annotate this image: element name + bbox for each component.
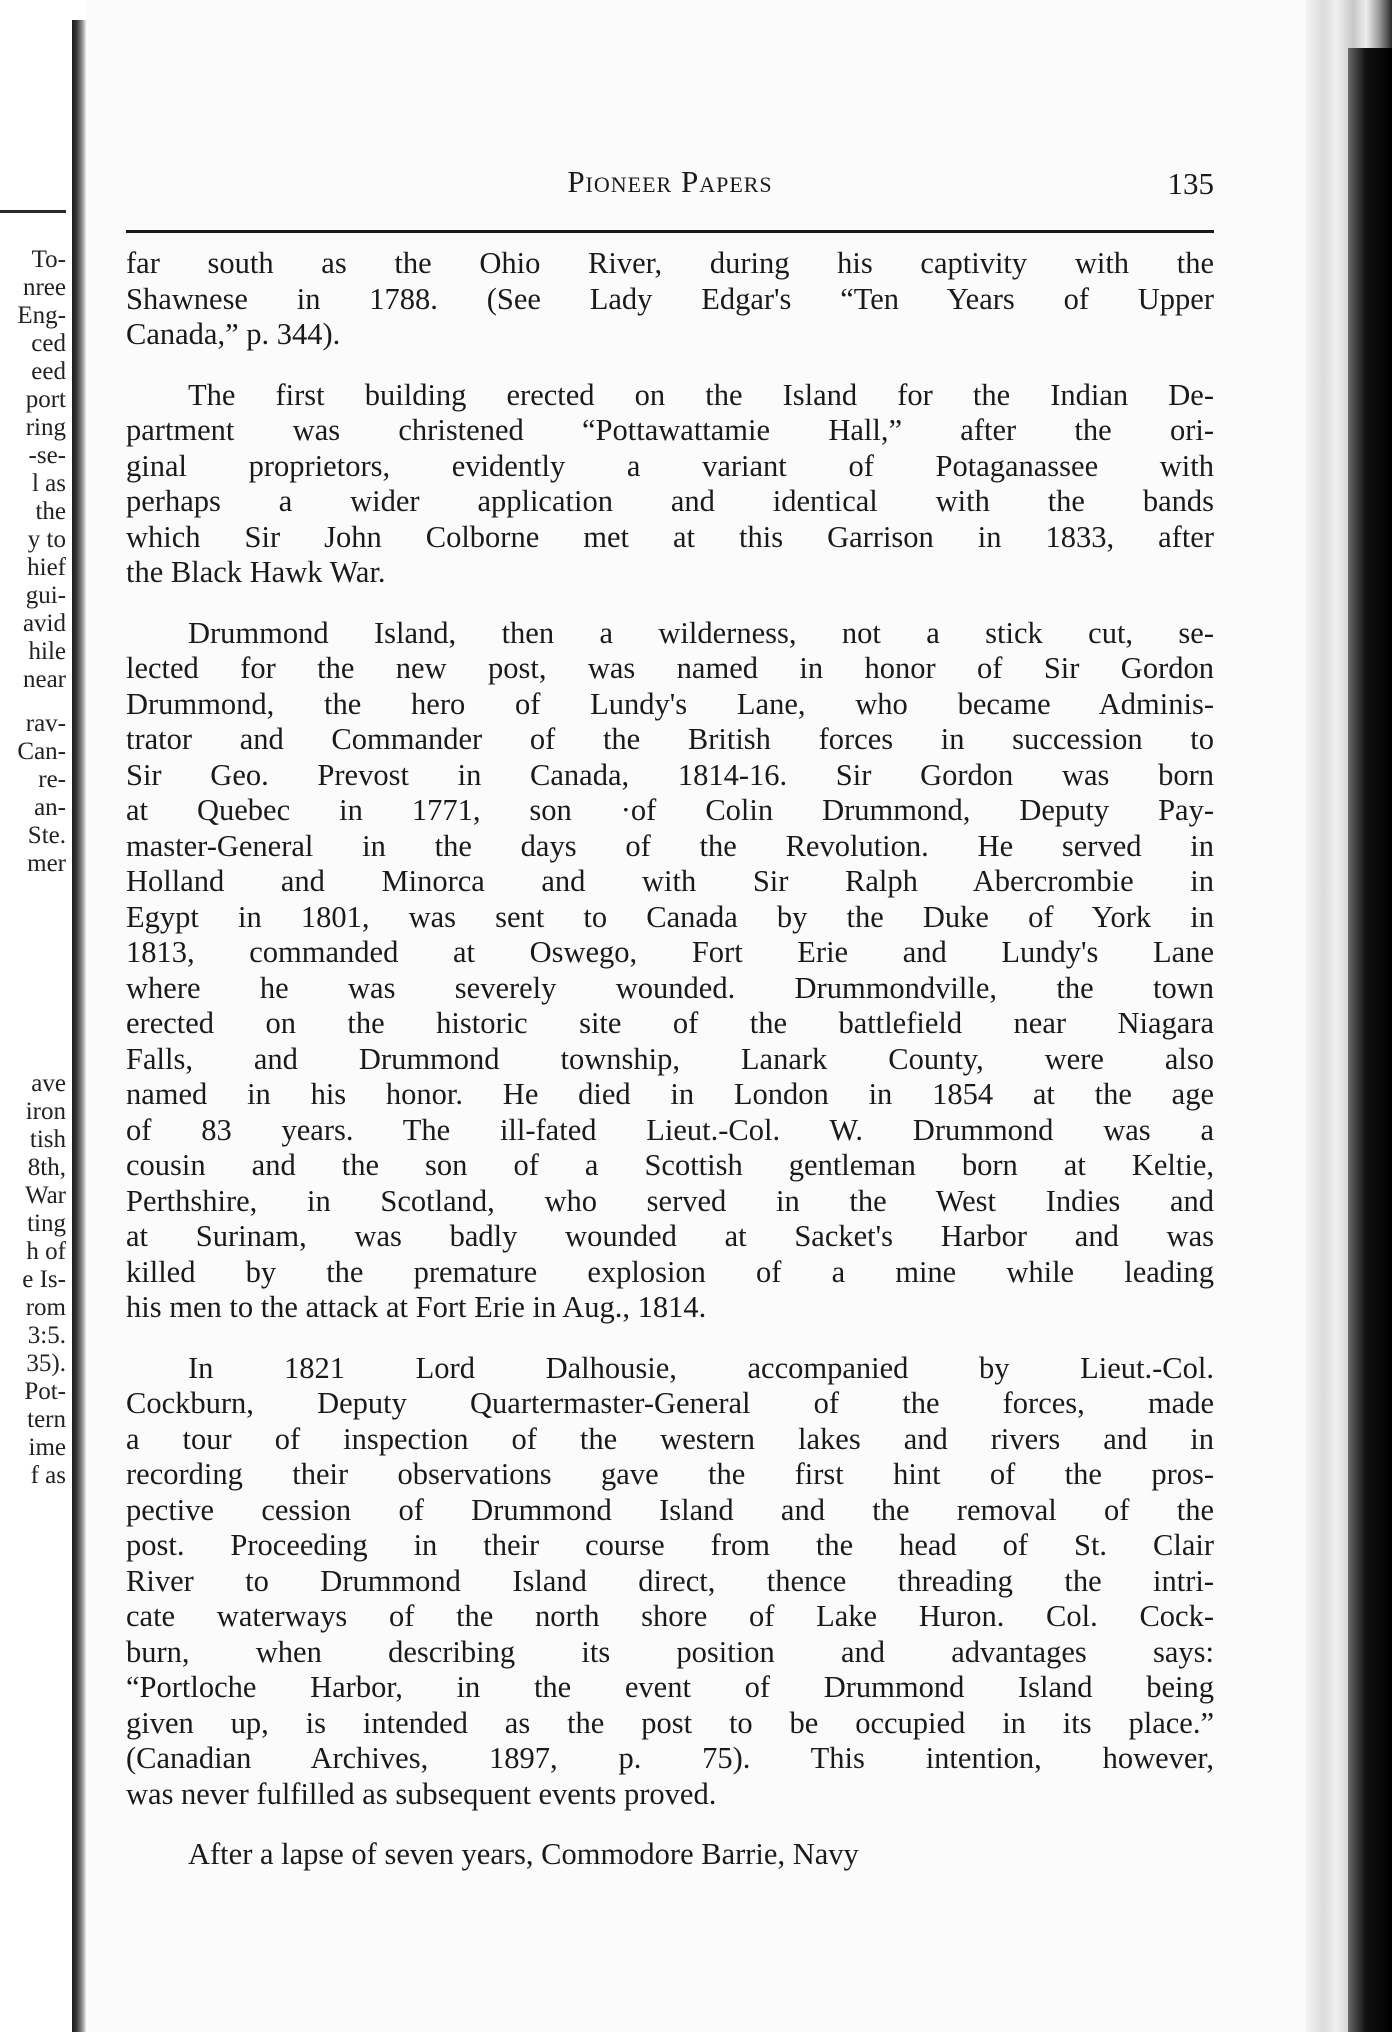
text-line: post. Proceeding in their course from the head of St. Clair	[126, 1528, 1214, 1562]
text-line: given up, is intended as the post to be occupied in its place.”	[126, 1705, 1214, 1740]
text-line: Drummond Island, then a wilderness, not a stick cut, se-	[188, 615, 1214, 650]
previous-page-fragment: ime	[28, 1434, 66, 1461]
text-line: was never fulfilled as subsequent events proved.	[126, 1776, 717, 1811]
running-title: Pioneer Papers	[567, 164, 773, 199]
text-line: named in his honor. He died in London in 1854 at the age	[126, 1077, 1214, 1111]
text-line: Sir Geo. Prevost in Canada, 1814-16. Sir Gordon was born	[126, 757, 1214, 792]
text-line: Falls, and Drummond township, Lanark County, were also	[126, 1041, 1214, 1076]
text-line: Shawnese in 1788. (See Lady Edgar's “Ten Years of Upper	[126, 281, 1214, 316]
previous-page-fragment: h of	[26, 1238, 66, 1265]
text-line: cousin and the son of a Scottish gentleman born at Keltie,	[126, 1148, 1214, 1182]
paragraph-gap	[126, 1812, 1214, 1837]
text-line: at Quebec in 1771, son ·of Colin Drummond, Deputy Pay-	[126, 793, 1214, 827]
paragraph	[126, 616, 1214, 1326]
text-line: the Black Hawk War.	[126, 555, 386, 589]
previous-page-fragment: nree	[22, 274, 66, 301]
previous-page-fragment: the	[35, 498, 66, 525]
previous-page-fragment: War	[24, 1182, 66, 1209]
book-cover-edge	[1348, 48, 1392, 2032]
previous-page-fragment: f as	[30, 1462, 66, 1489]
book-spine-shadow	[72, 20, 86, 2032]
text-line: Drummond, the hero of Lundy's Lane, who became Adminis-	[126, 686, 1214, 721]
text-line: far south as the Ohio River, during his captivity with the	[126, 246, 1214, 280]
text-line: (Canadian Archives, 1897, p. 75). This intention, however,	[126, 1741, 1214, 1775]
previous-page-fragment: Eng-	[17, 302, 66, 329]
text-line: erected on the historic site of the battlefield near Niagara	[126, 1006, 1214, 1040]
text-line: of 83 years. The ill-fated Lieut.-Col. W. Drummond was a	[126, 1112, 1214, 1147]
text-line: which Sir John Colborne met at this Garrison in 1833, after	[126, 519, 1214, 554]
previous-page-fragment: hile	[28, 638, 66, 665]
paragraph	[126, 1837, 1214, 1873]
text-line: cate waterways of the north shore of Lake Huron. Col. Cock-	[126, 1599, 1214, 1633]
previous-page-fragment: To-	[31, 246, 66, 273]
previous-page-fragment: Can-	[17, 738, 66, 765]
text-line: a tour of inspection of the western lakes and rivers and in	[126, 1421, 1214, 1456]
text-line: master-General in the days of the Revolution. He served in	[126, 828, 1214, 863]
previous-page-fragment: Ste.	[27, 822, 66, 849]
text-line: trator and Commander of the British forces in succession to	[126, 722, 1214, 756]
previous-page-fragment: eed	[31, 358, 66, 385]
previous-page-fragment: tern	[27, 1406, 66, 1433]
previous-page-fragment: ced	[31, 330, 66, 357]
text-line: killed by the premature explosion of a mine while leading	[126, 1254, 1214, 1289]
text-line: Canada,” p. 344).	[126, 317, 341, 351]
paragraph	[126, 1351, 1214, 1813]
text-line: recording their observations gave the first hint of the pros-	[126, 1457, 1214, 1491]
previous-page-fragment: rom	[25, 1294, 66, 1321]
previous-page-fragment: iron	[25, 1098, 66, 1125]
paragraph	[126, 378, 1214, 591]
text-line: where he was severely wounded. Drummondville, the town	[126, 970, 1214, 1005]
previous-page-fragment: an-	[34, 794, 66, 821]
previous-page-fragment: hief	[27, 554, 66, 581]
previous-page-fragment: avid	[22, 610, 66, 637]
paragraph-gap	[126, 1326, 1214, 1351]
header-rule	[126, 230, 1214, 233]
book-page-edges	[1306, 0, 1392, 2032]
text-line: burn, when describing its position and advantages says:	[126, 1634, 1214, 1669]
book-page	[86, 0, 1306, 2032]
previous-page-fragment: ave	[31, 1070, 66, 1097]
previous-page-fragment: re-	[38, 766, 66, 793]
previous-page-fragment: e Is-	[22, 1266, 66, 1293]
previous-page-fragment: near	[22, 666, 66, 693]
previous-page-fragment: ring	[25, 414, 66, 441]
previous-page-fragment: Pot-	[24, 1378, 66, 1405]
text-line: perhaps a wider application and identical with the bands	[126, 484, 1214, 518]
previous-page-fragment: ting	[27, 1210, 66, 1237]
previous-page-fragment: -se-	[28, 442, 66, 469]
previous-page-fragment: mer	[27, 850, 66, 877]
text-line: After a lapse of seven years, Commodore Barrie, Navy	[188, 1837, 859, 1871]
text-line: In 1821 Lord Dalhousie, accompanied by Lieut.-Col.	[188, 1350, 1214, 1385]
previous-page-fragment: l as	[31, 470, 66, 497]
previous-page-fragment: rav-	[25, 710, 66, 737]
previous-page-fragment: 35).	[26, 1350, 66, 1377]
text-line: “Portloche Harbor, in the event of Drummond Island being	[126, 1670, 1214, 1704]
paragraph	[126, 246, 1214, 353]
previous-page-header-rule	[0, 210, 66, 213]
previous-page-fragment: tish	[29, 1126, 66, 1153]
text-line: Perthshire, in Scotland, who served in the West Indies and	[126, 1183, 1214, 1218]
text-line: partment was christened “Pottawattamie Hall,” after the ori-	[126, 413, 1214, 447]
text-line: Holland and Minorca and with Sir Ralph Abercrombie in	[126, 864, 1214, 898]
page-number: 135	[1167, 166, 1214, 201]
previous-page-fragment: port	[25, 386, 66, 413]
text-line: his men to the attack at Fort Erie in Aug., 1814.	[126, 1290, 707, 1324]
text-line: at Surinam, was badly wounded at Sacket's Harbor and was	[126, 1219, 1214, 1253]
body-text	[126, 246, 1214, 1873]
previous-page-fragment: gui-	[25, 582, 66, 609]
paragraph-gap	[126, 353, 1214, 378]
text-line: pective cession of Drummond Island and the removal of the	[126, 1492, 1214, 1527]
text-line: Cockburn, Deputy Quartermaster-General of the forces, made	[126, 1386, 1214, 1420]
text-line: 1813, commanded at Oswego, Fort Erie and Lundy's Lane	[126, 935, 1214, 969]
previous-page-fragment: 8th,	[27, 1154, 66, 1181]
previous-page-fragment: y to	[27, 526, 66, 553]
previous-page-fragment: 3:5.	[27, 1322, 66, 1349]
previous-page-edge	[0, 210, 72, 2032]
text-line: lected for the new post, was named in honor of Sir Gordon	[126, 651, 1214, 685]
text-line: Egypt in 1801, was sent to Canada by the Duke of York in	[126, 899, 1214, 934]
page-header	[126, 164, 1214, 204]
paragraph-gap	[126, 591, 1214, 616]
text-line: ginal proprietors, evidently a variant of Potaganassee with	[126, 448, 1214, 483]
text-line: The first building erected on the Island for the Indian De-	[188, 377, 1214, 412]
text-line: River to Drummond Island direct, thence threading the intri-	[126, 1563, 1214, 1598]
